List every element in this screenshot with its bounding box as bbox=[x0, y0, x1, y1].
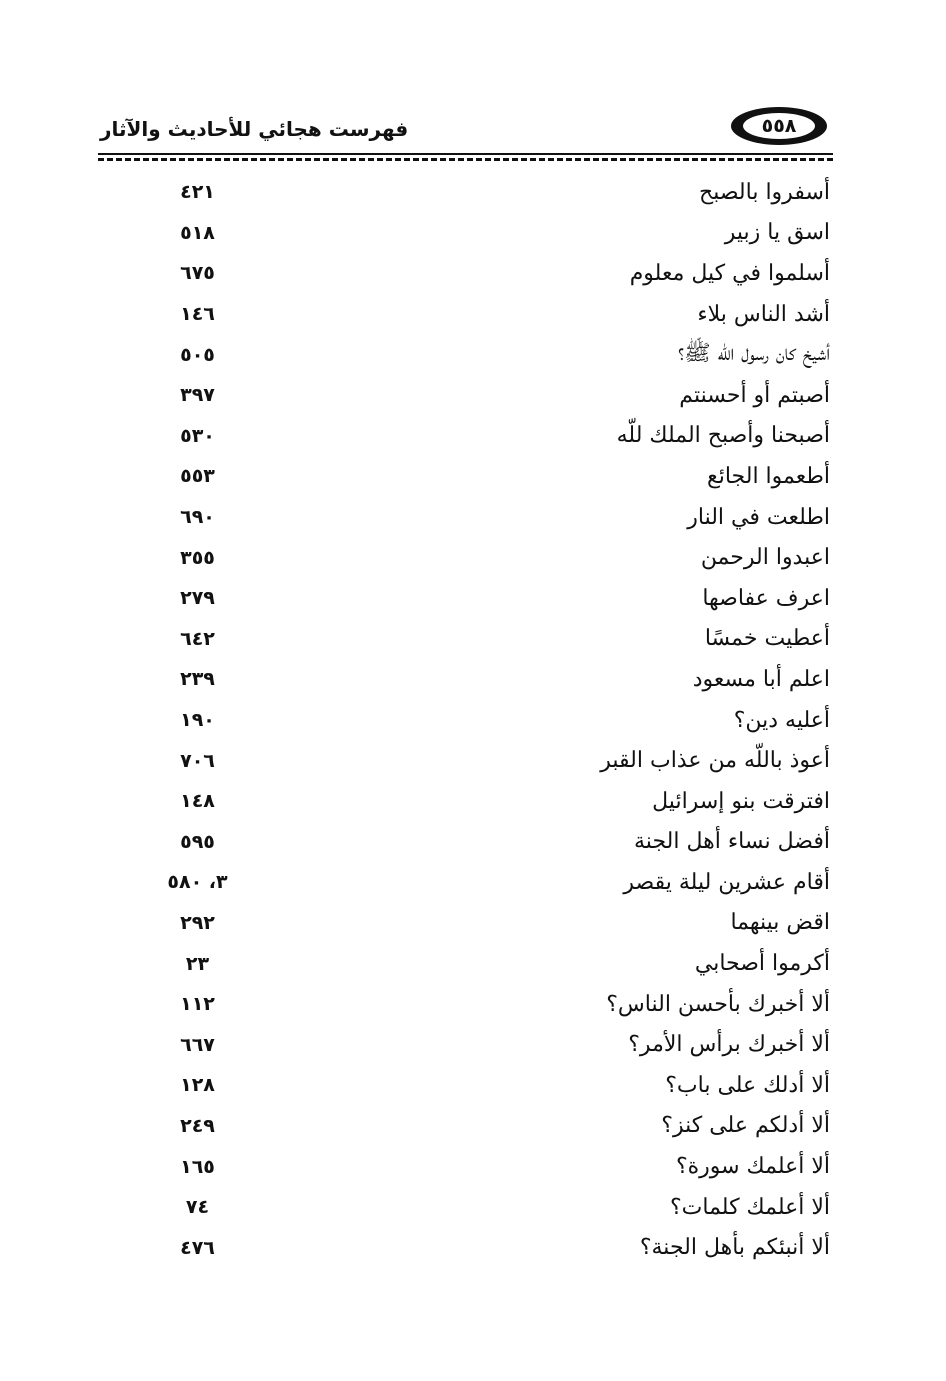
index-entry bbox=[150, 334, 830, 375]
index-entry bbox=[150, 253, 830, 294]
entry-page: ١٤٨ bbox=[180, 790, 215, 813]
entry-text: أصبتم أو أحسنتم bbox=[679, 382, 830, 408]
entry-page: ٥١٨ bbox=[180, 221, 215, 244]
entry-text: اعبدوا الرحمن bbox=[700, 545, 830, 571]
index-entry bbox=[150, 822, 830, 863]
page-number: ٥٥٨ bbox=[761, 115, 797, 137]
entry-page: ٥٣٠ bbox=[180, 424, 215, 447]
entry-text: ألا أدلك على باب؟ bbox=[665, 1072, 830, 1098]
entry-page: ١١٢ bbox=[180, 993, 215, 1016]
index-entry bbox=[150, 294, 830, 335]
entry-text: ألا أعلمك سورة؟ bbox=[675, 1154, 830, 1180]
index-entry bbox=[150, 172, 830, 213]
entry-text: ألا أعلمك كلمات؟ bbox=[670, 1194, 830, 1220]
entry-page: ٥٠٥ bbox=[180, 343, 215, 366]
entry-page: ٤٢١ bbox=[180, 181, 215, 204]
entry-text: اعرف عفاصها bbox=[702, 585, 830, 611]
entry-text: أعوذ باللّه من عذاب القبر bbox=[600, 748, 830, 774]
entry-page: ١٩٠ bbox=[180, 709, 215, 732]
index-entry bbox=[150, 862, 830, 903]
index-entry bbox=[150, 497, 830, 538]
entry-page: ١٦٥ bbox=[180, 1155, 215, 1178]
entry-page: ٧٤ bbox=[185, 1196, 210, 1219]
header-dashed-rule bbox=[98, 158, 833, 161]
index-entry bbox=[150, 1187, 830, 1228]
entry-text: أطعموا الجائع bbox=[707, 463, 830, 489]
entry-text: أسفروا بالصبح bbox=[699, 179, 830, 205]
entry-text: اطلعت في النار bbox=[687, 504, 830, 530]
entry-text: أعطيت خمسًا bbox=[704, 626, 830, 652]
entry-page: ٣٥٥ bbox=[180, 546, 215, 569]
entry-text: ألا أخبرك بأحسن الناس؟ bbox=[606, 991, 830, 1017]
entry-page: ٦٩٠ bbox=[180, 506, 215, 529]
page-number-badge bbox=[731, 107, 827, 145]
entry-page: ٧٠٦ bbox=[180, 749, 215, 772]
entry-text: ألا أنبئكم بأهل الجنة؟ bbox=[639, 1235, 830, 1261]
index-entry bbox=[150, 1227, 830, 1268]
entry-page: ٦٤٢ bbox=[180, 627, 215, 650]
index-entry bbox=[150, 984, 830, 1025]
entry-page: ٢٧٩ bbox=[180, 587, 215, 610]
entry-page: ٥٥٣ bbox=[180, 465, 215, 488]
entry-page: ٤٧٦ bbox=[180, 1236, 215, 1259]
entry-text: ألا أخبرك برأس الأمر؟ bbox=[628, 1032, 830, 1058]
entry-page: ٢٣٩ bbox=[180, 668, 215, 691]
index-entry bbox=[150, 1024, 830, 1065]
index-entry bbox=[150, 1106, 830, 1147]
entry-text: أصبحنا وأصبح الملك للّه bbox=[616, 423, 830, 449]
entry-text: أعليه دين؟ bbox=[733, 707, 830, 733]
index-list bbox=[150, 172, 830, 1268]
index-entry bbox=[150, 375, 830, 416]
index-entry bbox=[150, 740, 830, 781]
entry-text: ألا أدلكم على كنز؟ bbox=[661, 1113, 830, 1139]
entry-text: اسق يا زبير bbox=[724, 220, 830, 246]
entry-text: اعلم أبا مسعود bbox=[692, 666, 830, 692]
entry-text: أشد الناس بلاء bbox=[697, 301, 830, 327]
index-entry bbox=[150, 903, 830, 944]
entry-text: أفضل نساء أهل الجنة bbox=[634, 829, 830, 855]
entry-page: ١٤٦ bbox=[180, 303, 215, 326]
entry-page: ٦٧٥ bbox=[180, 262, 215, 285]
entry-page: ٥٩٥ bbox=[180, 830, 215, 853]
index-entry bbox=[150, 619, 830, 660]
entry-page: ٢٩٢ bbox=[180, 911, 215, 934]
index-entry bbox=[150, 943, 830, 984]
index-entry bbox=[150, 456, 830, 497]
index-entry bbox=[150, 781, 830, 822]
entry-text: أسلموا في كيل معلوم bbox=[629, 260, 830, 286]
index-entry bbox=[150, 416, 830, 457]
index-entry bbox=[150, 537, 830, 578]
index-entry bbox=[150, 578, 830, 619]
running-title: فهرست هجائي للأحاديث والآثار bbox=[100, 117, 409, 141]
entry-page: ٣٩٧ bbox=[180, 384, 215, 407]
entry-text: أقام عشرين ليلة يقصر bbox=[623, 869, 830, 895]
entry-text: افترقت بنو إسرائيل bbox=[652, 788, 830, 814]
entry-page: ٣، ٥٨٠ bbox=[167, 871, 228, 894]
index-entry bbox=[150, 213, 830, 254]
index-entry bbox=[150, 700, 830, 741]
entry-page: ٢٣ bbox=[185, 952, 210, 975]
entry-page: ٦٦٧ bbox=[180, 1033, 215, 1056]
entry-page: ٢٤٩ bbox=[180, 1114, 215, 1137]
entry-text: أشيخ كان رسول اللّه ﷺ؟ bbox=[678, 340, 830, 366]
running-header bbox=[98, 103, 833, 158]
index-entry bbox=[150, 1065, 830, 1106]
index-entry bbox=[150, 1146, 830, 1187]
entry-text: أكرموا أصحابي bbox=[694, 951, 830, 977]
entry-text: اقض بينهما bbox=[730, 910, 830, 936]
header-rule bbox=[98, 153, 833, 155]
entry-page: ١٢٨ bbox=[180, 1074, 215, 1097]
index-entry bbox=[150, 659, 830, 700]
